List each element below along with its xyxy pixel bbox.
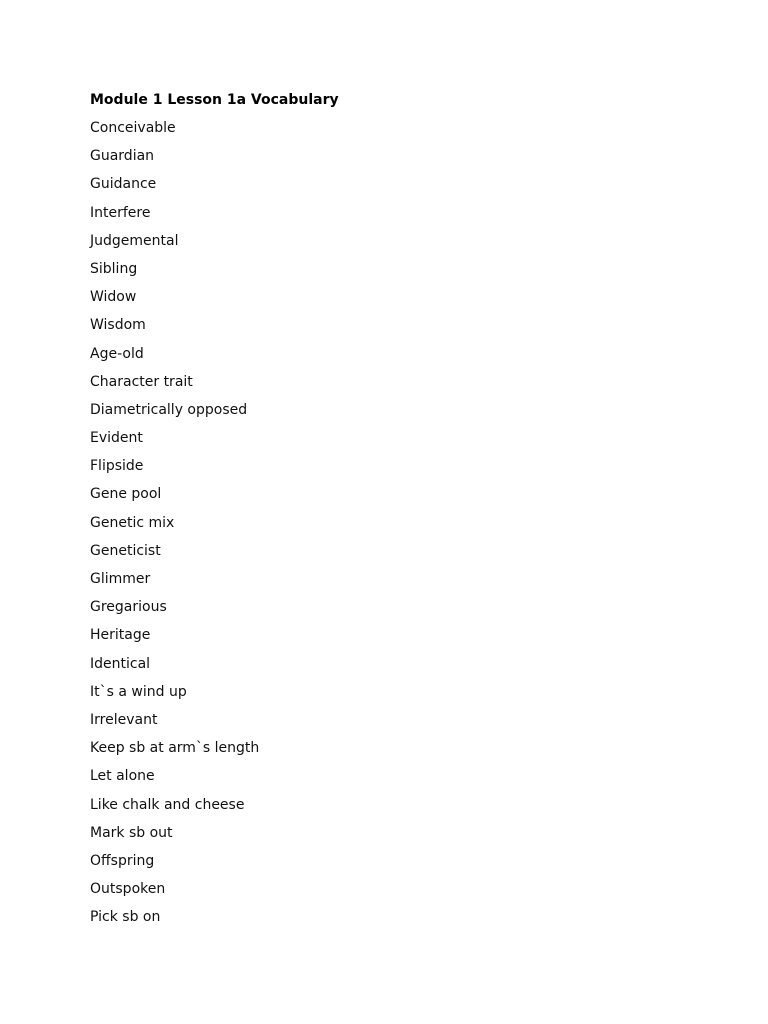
vocabulary-item: Guardian — [90, 148, 155, 165]
vocabulary-item: Mark sb out — [90, 824, 173, 841]
vocabulary-item: Geneticist — [90, 542, 161, 559]
vocabulary-item: Character trait — [90, 373, 193, 390]
vocabulary-item: Glimmer — [90, 571, 151, 587]
document-content — [90, 91, 339, 936]
vocabulary-item: It`s a wind up — [90, 683, 187, 700]
vocabulary-item: Identical — [90, 655, 151, 672]
vocabulary-item: Outspoken — [90, 881, 166, 898]
vocabulary-item: Sibling — [90, 260, 138, 277]
vocabulary-item: Heritage — [90, 627, 151, 644]
vocabulary-item: Keep sb at arm`s length — [90, 740, 260, 757]
vocabulary-list — [90, 119, 339, 936]
vocabulary-item: Interfere — [90, 204, 151, 221]
vocabulary-item: Wisdom — [90, 317, 146, 334]
vocabulary-item: Guidance — [90, 176, 157, 193]
vocabulary-item: Evident — [90, 430, 143, 447]
vocabulary-item: Conceivable — [90, 120, 176, 136]
vocabulary-item: Offspring — [90, 852, 155, 869]
vocabulary-item: Gene pool — [90, 486, 162, 503]
vocabulary-item: Pick sb on — [90, 909, 161, 926]
vocabulary-item: Gregarious — [90, 599, 167, 616]
vocabulary-item: Like chalk and cheese — [90, 796, 245, 813]
vocabulary-item: Age-old — [90, 345, 144, 362]
vocabulary-item: Flipside — [90, 458, 144, 475]
vocabulary-item: Diametrically opposed — [90, 401, 248, 418]
page-title: Module 1 Lesson 1a Vocabulary — [90, 92, 339, 108]
vocabulary-item: Genetic mix — [90, 514, 175, 531]
vocabulary-item: Irrelevant — [90, 711, 158, 728]
vocabulary-item: Judgemental — [90, 232, 179, 249]
vocabulary-item: Let alone — [90, 768, 155, 785]
vocabulary-item: Widow — [90, 289, 137, 306]
